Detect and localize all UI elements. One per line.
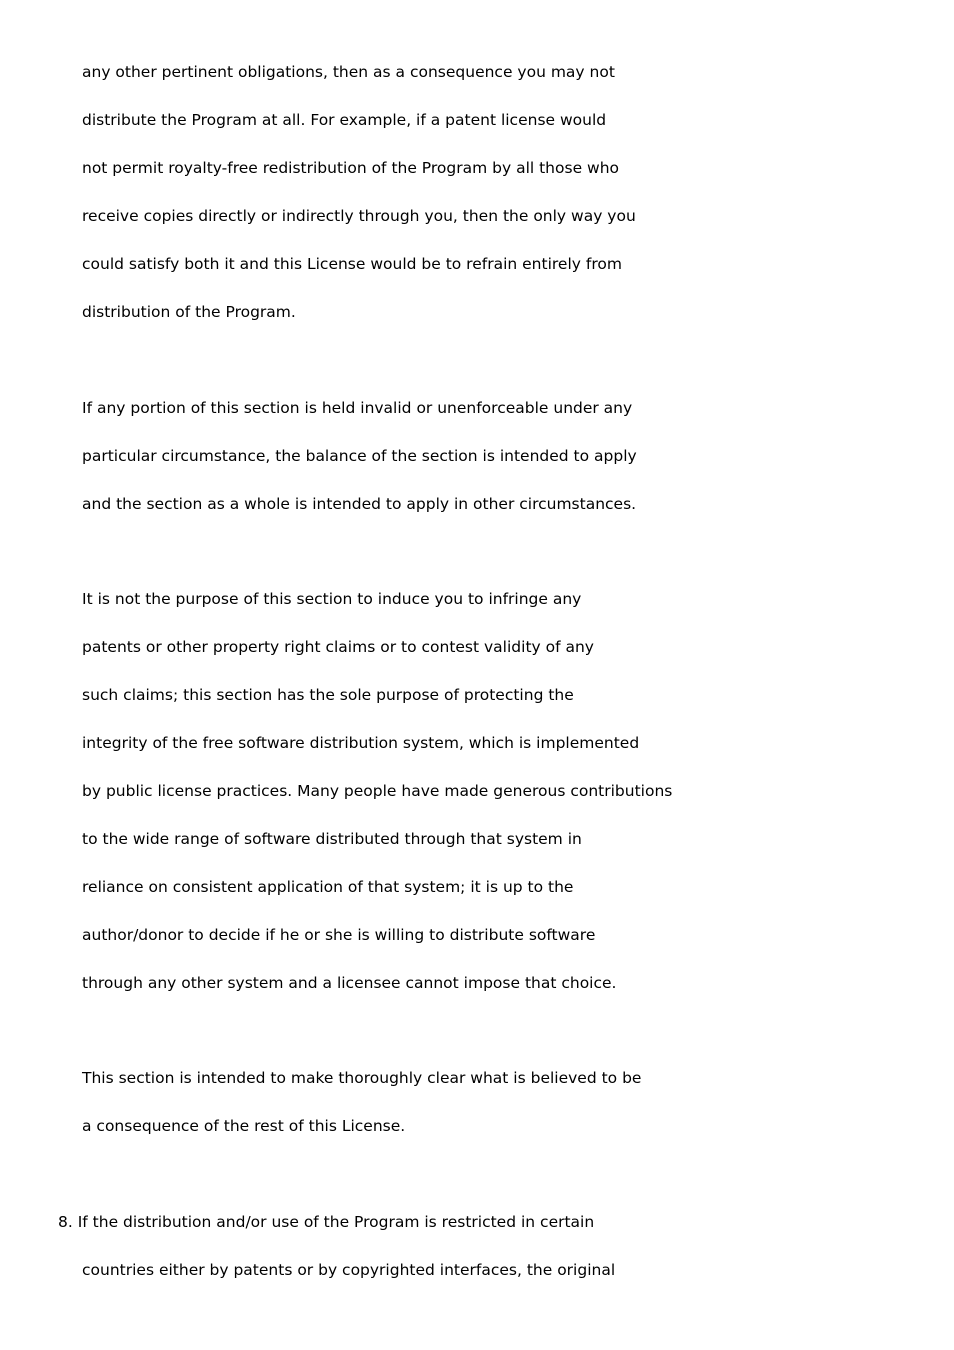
text-line: could satisfy both it and this License would be to refrain entirely from (82, 255, 622, 273)
text-line: countries either by patents or by copyrighted interfaces, the original (82, 1261, 616, 1279)
text-line: any other pertinent obligations, then as a consequence you may not (82, 63, 615, 81)
text-line: such claims; this section has the sole purpose of protecting the (82, 686, 574, 704)
text-line: through any other system and a licensee cannot impose that choice. (82, 974, 617, 992)
numbered-paragraph-line: 8. If the distribution and/or use of the Program is restricted in certain (58, 1213, 595, 1231)
text-line: It is not the purpose of this section to induce you to infringe any (82, 590, 582, 608)
text-line: reliance on consistent application of that system; it is up to the (82, 878, 574, 896)
text-line: If any portion of this section is held invalid or unenforceable under any (82, 399, 633, 417)
text-line: This section is intended to make thoroughly clear what is believed to be (82, 1069, 642, 1087)
text-line: to the wide range of software distributed through that system in (82, 830, 582, 848)
text-line: particular circumstance, the balance of the section is intended to apply (82, 447, 637, 465)
text-line: not permit royalty-free redistribution of the Program by all those who (82, 159, 620, 177)
text-line: integrity of the free software distribution system, which is implemented (82, 734, 640, 752)
text-line: and the section as a whole is intended to apply in other circumstances. (82, 495, 637, 513)
text-line: a consequence of the rest of this License. (82, 1117, 406, 1135)
text-line: distribution of the Program. (82, 303, 296, 321)
text-line: patents or other property right claims or to contest validity of any (82, 638, 594, 656)
text-line: author/donor to decide if he or she is willing to distribute software (82, 926, 596, 944)
text-line: by public license practices. Many people have made generous contributions (82, 782, 673, 800)
text-line: receive copies directly or indirectly through you, then the only way you (82, 207, 636, 225)
text-line: distribute the Program at all. For example, if a patent license would (82, 111, 607, 129)
